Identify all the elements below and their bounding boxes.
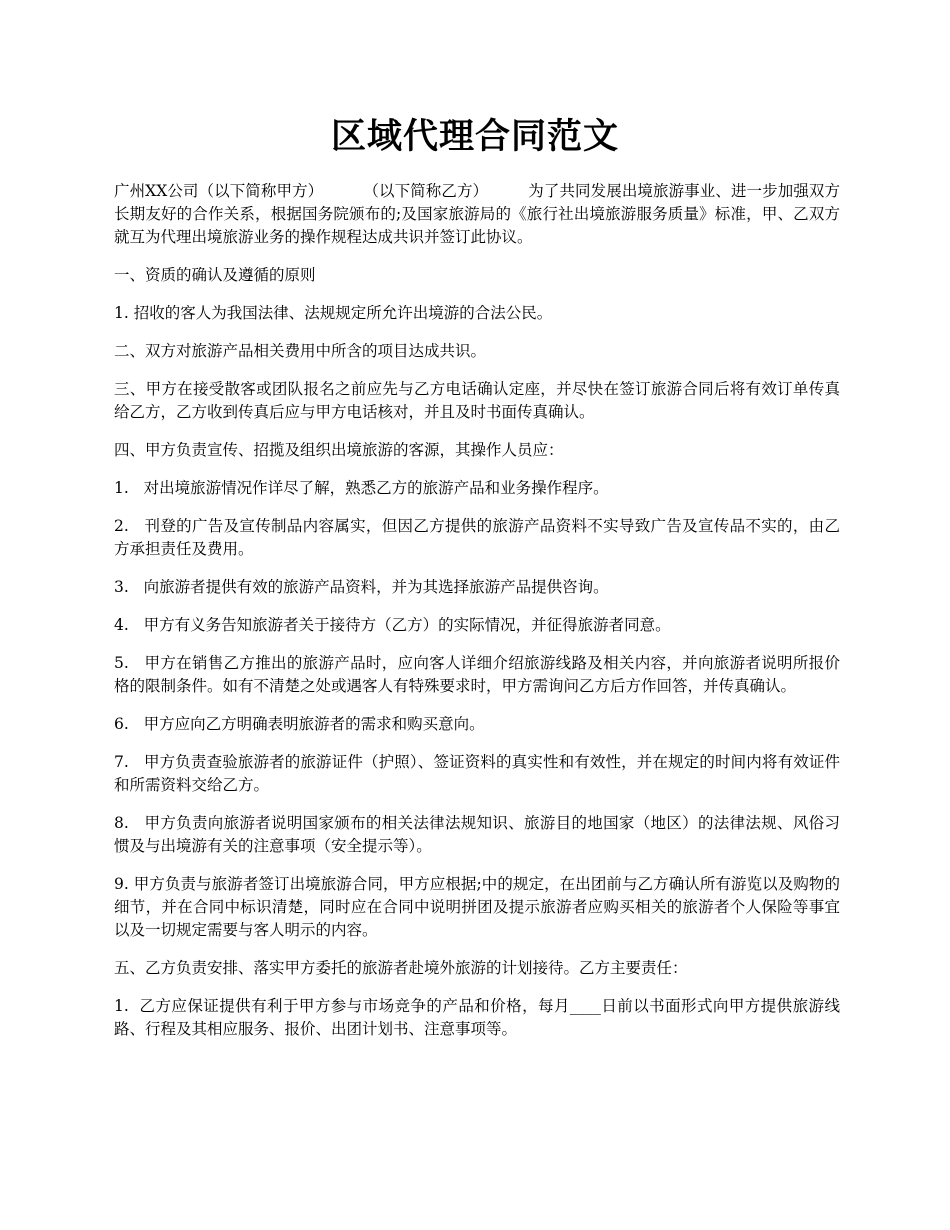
clause-paragraph: 5. 甲方在销售乙方推出的旅游产品时，应向客人详细介绍旅游线路及相关内容，并向旅游者说明所报价格的限制条件。如有不清楚之处或遇客人有特殊要求时，甲方需询问乙方后方作回答，并传真确认。	[114, 654, 840, 695]
document-title: 区域代理合同范文	[330, 116, 619, 157]
section-heading-5: 五、乙方负责安排、落实甲方委托的旅游者赴境外旅游的计划接待。乙方主要责任：	[114, 959, 688, 977]
section-heading-2: 二、双方对旅游产品相关费用中所含的项目达成共识。	[114, 342, 487, 360]
document-body	[114, 180, 840, 1056]
clause-paragraph: 4. 甲方有义务告知旅游者关于接待方（乙方）的实际情况，并征得旅游者同意。	[114, 616, 671, 634]
clause-paragraph: 1. 对出境旅游情况作详尽了解，熟悉乙方的旅游产品和业务操作程序。	[114, 479, 609, 497]
clause-paragraph: 1. 乙方应保证提供有利于甲方参与市场竞争的产品和价格，每月____日前以书面形式向甲方提供旅游线路、行程及其相应服务、报价、出团计划书、注意事项等。	[114, 997, 840, 1038]
clause-paragraph: 7. 甲方负责查验旅游者的旅游证件（护照）、签证资料的真实性和有效性，并在规定的时间内将有效证件和所需资料交给乙方。	[114, 753, 840, 794]
section-heading-4: 四、甲方负责宣传、招揽及组织出境旅游的客源，其操作人员应：	[114, 441, 564, 459]
clause-paragraph: 2. 刊登的广告及宣传制品内容属实，但因乙方提供的旅游产品资料不实导致广告及宣传品不实的，由乙方承担责任及费用。	[114, 517, 840, 558]
clause-paragraph: 9. 甲方负责与旅游者签订出境旅游合同，甲方应根据;中的规定，在出团前与乙方确认所有游览以及购物的细节，并在合同中标识清楚，同时应在合同中说明拼团及提示旅游者应购买相关的旅游者个人保险等事宜以及一切规定需要与客人明示的内容。	[114, 875, 840, 939]
intro-paragraph: 广州XX公司（以下简称甲方） （以下简称乙方） 为了共同发展出境旅游事业、进一步加强双方长期友好的合作关系，根据国务院颁布的;及国家旅游局的《旅行社出境旅游服务质量》标准，甲、乙双方就互为代理出境旅游业务的操作规程达成共识并签订此协议。	[114, 182, 840, 246]
clause-paragraph: 1. 招收的客人为我国法律、法规规定所允许出境游的合法公民。	[114, 304, 553, 322]
section-heading-1: 一、资质的确认及遵循的原则	[114, 266, 316, 284]
clause-paragraph: 3. 向旅游者提供有效的旅游产品资料，并为其选择旅游产品提供咨询。	[114, 578, 609, 596]
clause-paragraph: 8. 甲方负责向旅游者说明国家颁布的相关法律法规知识、旅游目的地国家（地区）的法律法规、风俗习惯及与出境游有关的注意事项（安全提示等）。	[114, 814, 840, 855]
clause-paragraph: 6. 甲方应向乙方明确表明旅游者的需求和购买意向。	[114, 715, 485, 733]
section-heading-3: 三、甲方在接受散客或团队报名之前应先与乙方电话确认定座，并尽快在签订旅游合同后将有效订单传真给乙方，乙方收到传真后应与甲方电话核对，并且及时书面传真确认。	[114, 380, 840, 421]
